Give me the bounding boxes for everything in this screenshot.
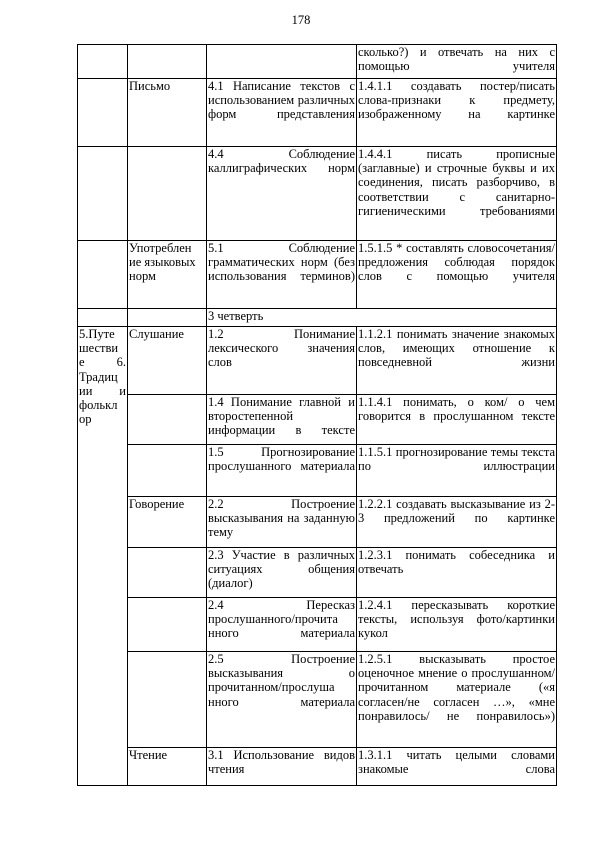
skill-cell — [128, 652, 207, 748]
table-row — [78, 748, 557, 786]
topic-cell — [78, 309, 128, 327]
table-row — [78, 598, 557, 652]
table-row — [78, 395, 557, 445]
objective-cell — [207, 45, 357, 79]
table-row — [78, 327, 557, 395]
objective-cell: 2.5 Построение высказывания о прочитанном/прослуша нного материала — [207, 652, 357, 748]
objective-cell: 2.2 Построение высказывания на заданную тему — [207, 497, 357, 548]
objective-cell: 4.4 Соблюдение каллиграфических норм — [207, 147, 357, 241]
outcome-cell: 1.1.5.1 прогнозирование темы текста по иллюстрации — [357, 445, 557, 497]
skill-cell — [128, 445, 207, 497]
skill-cell: Употреблен ие языковых норм — [128, 241, 207, 309]
outcome-cell: 1.3.1.1 читать целыми словами знакомые слова — [357, 748, 557, 786]
table-row — [78, 652, 557, 748]
quarter-row — [78, 309, 557, 327]
objective-cell: 5.1 Соблюдение грамматических норм (без использования терминов) — [207, 241, 357, 309]
objective-cell: 1.2 Понимание лексического значения слов — [207, 327, 357, 395]
skill-cell — [128, 598, 207, 652]
table-row — [78, 548, 557, 598]
objective-cell: 3.1 Использование видов чтения — [207, 748, 357, 786]
outcome-cell: 1.1.2.1 понимать значение знакомых слов, имеющих отношение к повседневной жизни — [357, 327, 557, 395]
outcome-cell: 1.2.3.1 понимать собеседника и отвечать — [357, 548, 557, 598]
skill-cell: Слушание — [128, 327, 207, 395]
topic-cell — [78, 45, 128, 79]
outcome-cell: 1.2.2.1 создавать высказывание из 2-3 предложений по картинке — [357, 497, 557, 548]
table-row — [78, 147, 557, 241]
skill-cell: Говорение — [128, 497, 207, 548]
skill-cell — [128, 309, 207, 327]
skill-cell: Письмо — [128, 79, 207, 147]
skill-cell — [128, 147, 207, 241]
skill-cell: Чтение — [128, 748, 207, 786]
skill-cell — [128, 548, 207, 598]
table-row — [78, 445, 557, 497]
table-row — [78, 79, 557, 147]
outcome-cell: 1.1.4.1 понимать, о ком/ о чем говорится в прослушанном тексте — [357, 395, 557, 445]
topic-cell — [78, 147, 128, 241]
outcome-cell: 1.5.1.5 * составлять словосочетания/ предложения соблюдая порядок слов с помощью учителя — [357, 241, 557, 309]
objective-cell: 4.1 Написание текстов с использованием различных форм представления — [207, 79, 357, 147]
objective-cell: 2.3 Участие в различных ситуациях общения (диалог) — [207, 548, 357, 598]
objective-cell: 1.5 Прогнозирование прослушанного материала — [207, 445, 357, 497]
skill-cell — [128, 45, 207, 79]
topic-cell: 5.Путе шестви е 6. Традиц ии и фолькл ор — [78, 327, 128, 786]
outcome-cell: 1.4.1.1 создавать постер/писать слова-признаки к предмету, изображенному на картинке — [357, 79, 557, 147]
curriculum-table — [77, 44, 557, 786]
topic-cell — [78, 241, 128, 309]
outcome-cell: 1.2.5.1 высказывать простое оценочное мнение о прослушанном/прочитанном материале («я согласен/не согласен …», «мне понравилось/ не понравилось») — [357, 652, 557, 748]
table-row — [78, 45, 557, 79]
table-row — [78, 241, 557, 309]
objective-cell: 2.4 Пересказ прослушанного/прочита нного материала — [207, 598, 357, 652]
topic-cell — [78, 79, 128, 147]
outcome-cell: сколько?) и отвечать на них с помощью учителя — [357, 45, 557, 79]
objective-cell: 1.4 Понимание главной и второстепенной информации в тексте — [207, 395, 357, 445]
quarter-label: 3 четверть — [207, 309, 557, 327]
table-row — [78, 497, 557, 548]
skill-cell — [128, 395, 207, 445]
page-number: 178 — [291, 13, 311, 27]
outcome-cell: 1.4.4.1 писать прописные (заглавные) и строчные буквы и их соединения, писать разборчиво, в соответствии с санитарно-гигиеническими требованиями — [357, 147, 557, 241]
outcome-cell: 1.2.4.1 пересказывать короткие тексты, используя фото/картинки кукол — [357, 598, 557, 652]
